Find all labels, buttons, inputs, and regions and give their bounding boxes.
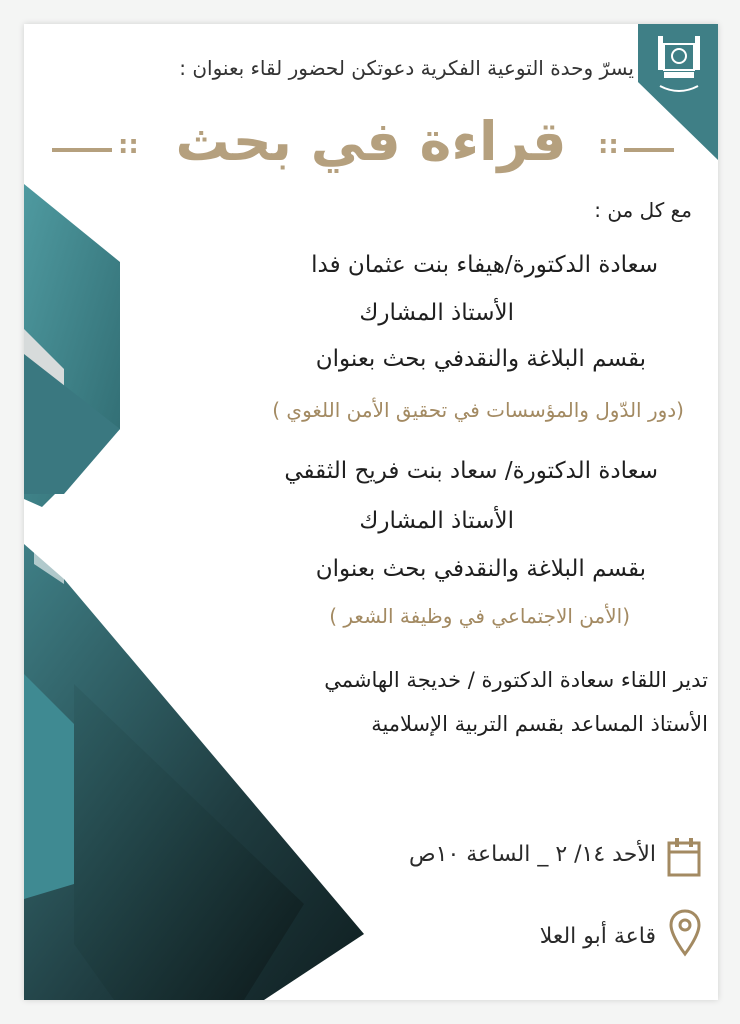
page-title: قراءة في بحث xyxy=(175,110,567,173)
moderator-line-1: تدير اللقاء سعادة الدكتورة / خديجة الهاشمي xyxy=(324,668,708,692)
university-logo xyxy=(654,30,704,98)
with-label: مع كل من : xyxy=(594,198,692,222)
speaker-2-name: سعادة الدكتورة/ سعاد بنت فريح الثقفي xyxy=(284,458,658,484)
location-pin-icon xyxy=(668,908,702,958)
calendar-icon xyxy=(666,836,702,878)
title-ornament-left: :: xyxy=(118,130,139,160)
title-ornament-right: :: xyxy=(598,130,619,160)
speaker-1-topic: (دور الدّول والمؤسسات في تحقيق الأمن اللغوي ) xyxy=(272,398,684,422)
invitation-poster xyxy=(24,24,718,1000)
speaker-1-rank: الأستاذ المشارك xyxy=(359,300,514,326)
intro-text: يسرّ وحدة التوعية الفكرية دعوتكن لحضور لقاء بعنوان : xyxy=(179,56,634,80)
title-dash-right xyxy=(624,148,674,152)
speaker-1-name: سعادة الدكتورة/هيفاء بنت عثمان فدا xyxy=(311,252,658,278)
speaker-2-dept: بقسم البلاغة والنقدفي بحث بعنوان xyxy=(315,556,646,582)
event-date-time: الأحد ١٤/ ٢ _ الساعة ١٠ص xyxy=(409,842,656,867)
event-location: قاعة أبو العلا xyxy=(539,924,656,949)
speaker-1-dept: بقسم البلاغة والنقدفي بحث بعنوان xyxy=(315,346,646,372)
speaker-2-topic: (الأمن الاجتماعي في وظيفة الشعر ) xyxy=(329,604,630,628)
title-block xyxy=(24,110,718,180)
moderator-line-2: الأستاذ المساعد بقسم التربية الإسلامية xyxy=(371,712,708,736)
speaker-2-rank: الأستاذ المشارك xyxy=(359,508,514,534)
